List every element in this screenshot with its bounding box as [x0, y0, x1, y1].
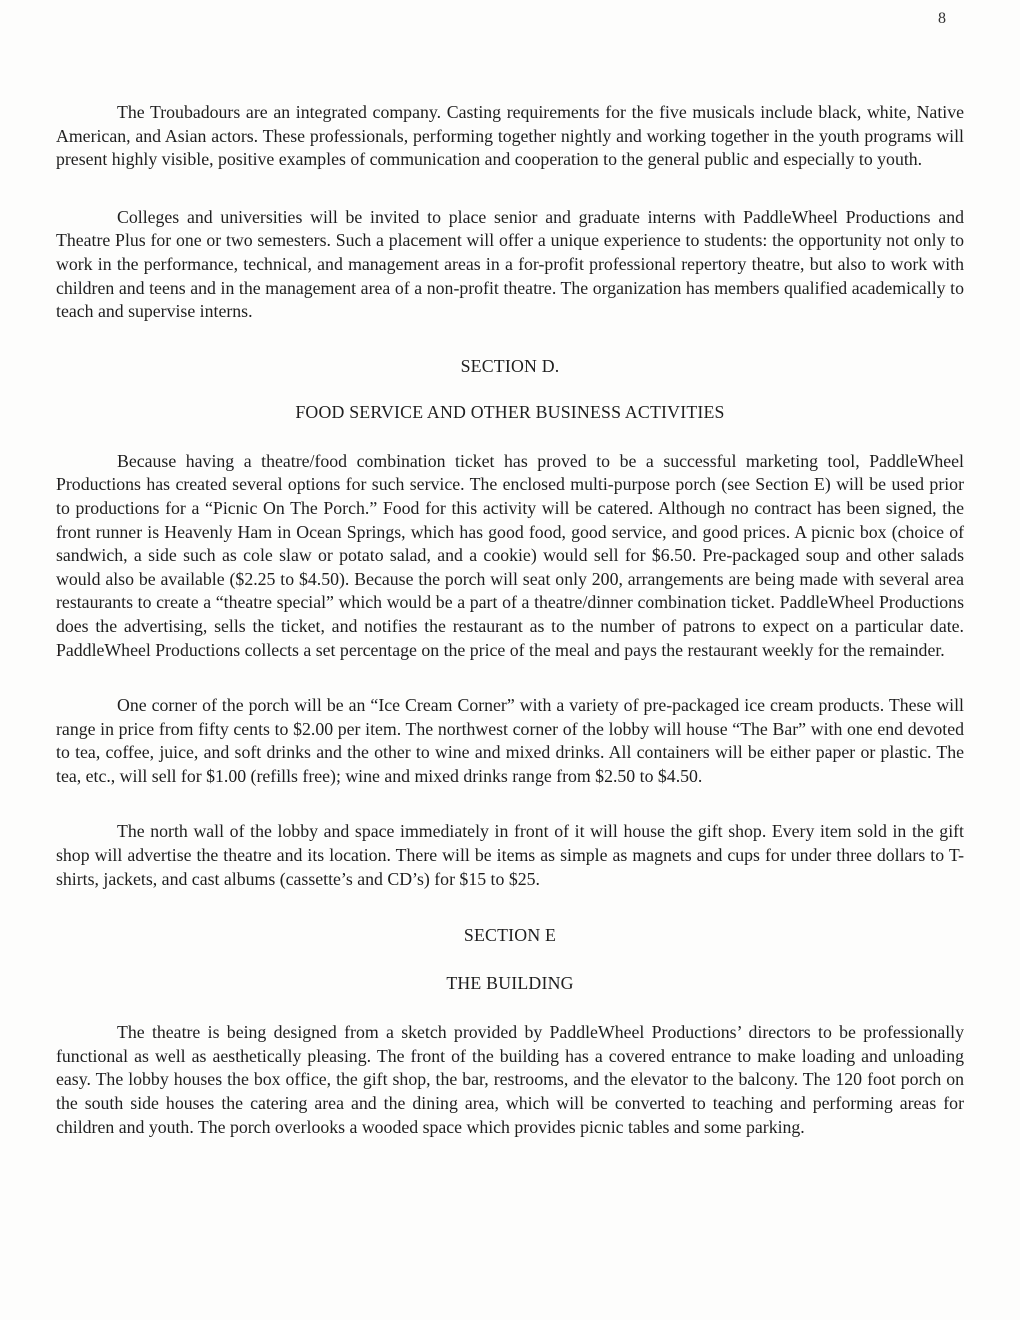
paragraph-building: The theatre is being designed from a sketch provided by PaddleWheel Productions’ directors to be professionally functional as well as aesthetically pleasing. The front of the building has a covered entrance to make loading and unloading easy. The lobby houses the box office, the gift shop, the bar, restrooms, and the elevator to the balcony. The 120 foot porch on the south side houses the catering area and the dining area, which will be converted to teaching and performing areas for children and youth. The porch overlooks a wooded space which provides picnic tables and some parking. — [56, 1022, 964, 1137]
paragraph-food-service: Because having a theatre/food combination ticket has proved to be a successful marketing tool, PaddleWheel Productions has created several options for such service. The enclosed multi-purpose porch (see Section E) will be used prior to productions for a “Picnic On The Porch.” Food for this activity will be catered. Although no contract has been signed, the front runner is Heavenly Ham in Ocean Springs, which has good food, good service, and good prices. A picnic box (choice of sandwich, a side such as cole slaw or potato salad, and a cookie) would sell for $6.50. Pre-packaged soup and other salads would also be available ($2.25 to $4.50). Because the porch will seat only 200, arrangements are being made with several area restaurants to create a “theatre special” which would be a part of a theatre/dinner combination ticket. PaddleWheel Productions does the advertising, sells the ticket, and notifies the restaurant as to the number of patrons to expect on a particular date. PaddleWheel Productions collects a set percentage on the price of the meal and pays the restaurant weekly for the remainder. — [56, 450, 964, 660]
section-d-heading: SECTION D. — [460, 355, 560, 376]
paragraph-ice-cream-bar: One corner of the porch will be an “Ice Cream Corner” with a variety of pre-packaged ice cream products. These will range in price from fifty cents to $2.00 per item. The northwest corner of the lobby will house “The Bar” with one end devoted to tea, coffee, juice, and soft drinks and the other to wine and mixed drinks. All containers will be either paper or plastic. The tea, etc., will sell for $1.00 (refills free); wine and mixed drinks range from $2.50 to $4.50. — [56, 695, 964, 786]
section-e-heading: SECTION E — [463, 925, 557, 946]
paragraph-gift-shop: The north wall of the lobby and space immediately in front of it will house the gift shop. Every item sold in the gift shop will advertise the theatre and its location. There will be items as simple as magnets and cups for under three dollars to T-shirts, jackets, and cast albums (cassette’s and CD’s) for $15 to $25. — [56, 821, 964, 889]
section-d-subheading: FOOD SERVICE AND OTHER BUSINESS ACTIVITIES — [295, 401, 725, 422]
page-number: 8 — [938, 10, 946, 27]
paragraph-interns: Colleges and universities will be invited to place senior and graduate interns with PaddleWheel Productions and Theatre Plus for one or two semesters. Such a placement will offer a unique experience to students: the opportunity not only to work in the performance, technical, and management areas in a for-profit professional repertory theatre, but also to work with children and teens and in the management area of a non-profit theatre. The organization has members qualified academically to teach and supervise interns. — [56, 206, 964, 322]
section-e-subheading: THE BUILDING — [446, 973, 574, 994]
document-body — [56, 101, 964, 1139]
paragraph-troubadours: The Troubadours are an integrated company. Casting requirements for the five musicals include black, white, Native American, and Asian actors. These professionals, performing together nightly and working together in the youth programs will present highly visible, positive examples of communication and cooperation to the general public and especially to youth. — [56, 102, 964, 170]
